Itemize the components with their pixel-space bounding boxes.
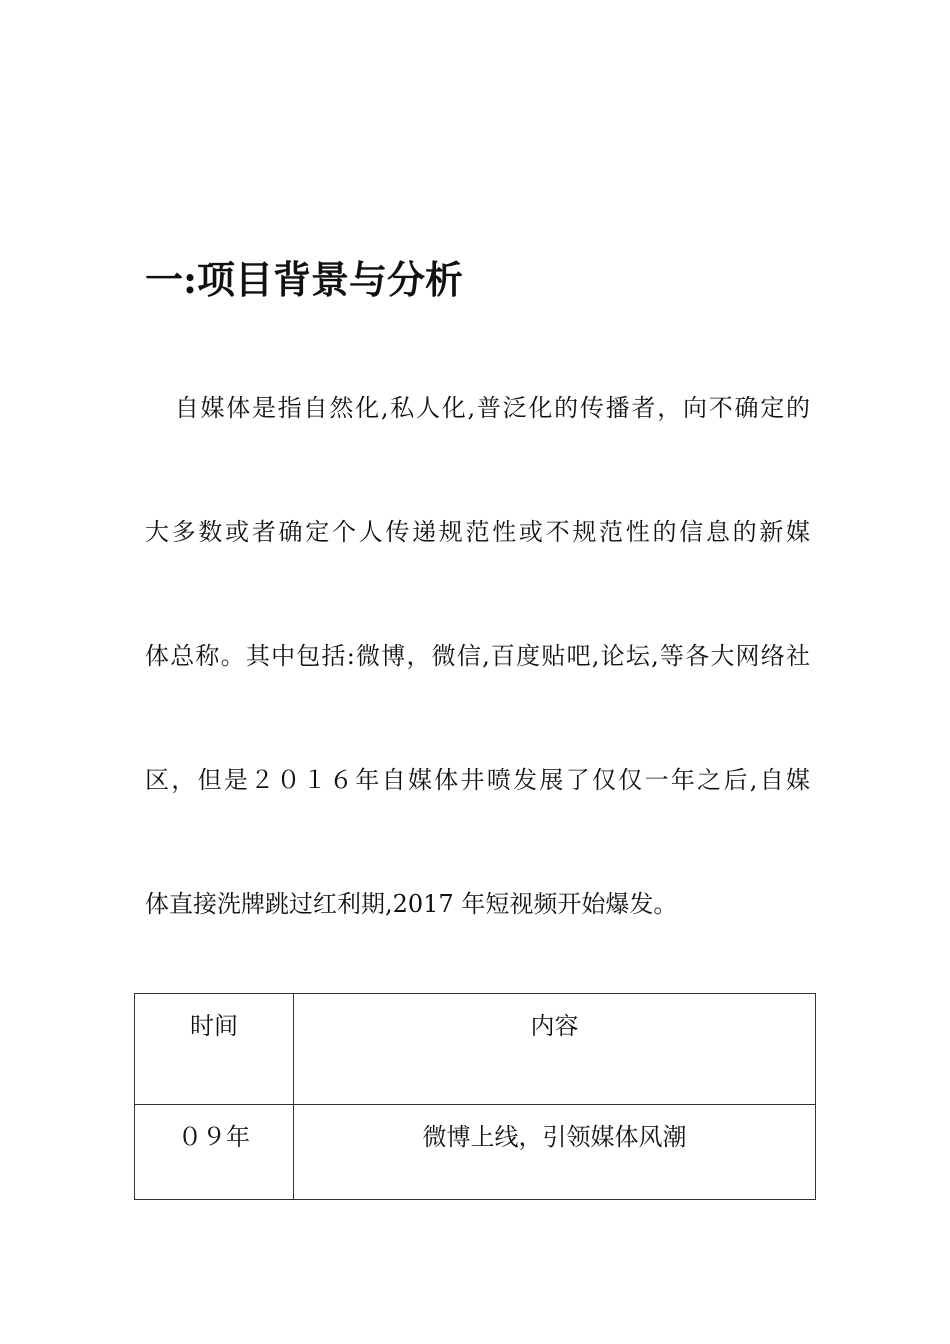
paragraph-line-1-text: 自媒体是指自然化,私人化,普泛化的传播者，向不确定的	[173, 394, 810, 422]
timeline-table	[134, 993, 816, 1200]
paragraph-line-2: 大多数或者确定个人传递规范性或不规范性的信息的新媒	[145, 518, 810, 546]
cell-time: ０９年	[135, 1105, 294, 1200]
header-content: 内容	[294, 994, 816, 1105]
section-heading: 一:项目背景与分析	[145, 257, 464, 302]
paragraph-line-1	[145, 390, 810, 426]
paragraph-line-3: 体总称。其中包括:微博，微信,百度贴吧,论坛,等各大网络社	[145, 642, 810, 670]
paragraph-line-4: 区，但是２０１６年自媒体井喷发展了仅仅一年之后,自媒	[145, 766, 810, 794]
header-time: 时间	[135, 994, 294, 1105]
table-row	[135, 1105, 816, 1200]
cell-content: 微博上线，引领媒体风潮	[294, 1105, 816, 1200]
table-header-row	[135, 994, 816, 1105]
paragraph-line-5: 体直接洗牌跳过红利期,2017 年短视频开始爆发。	[145, 890, 678, 918]
